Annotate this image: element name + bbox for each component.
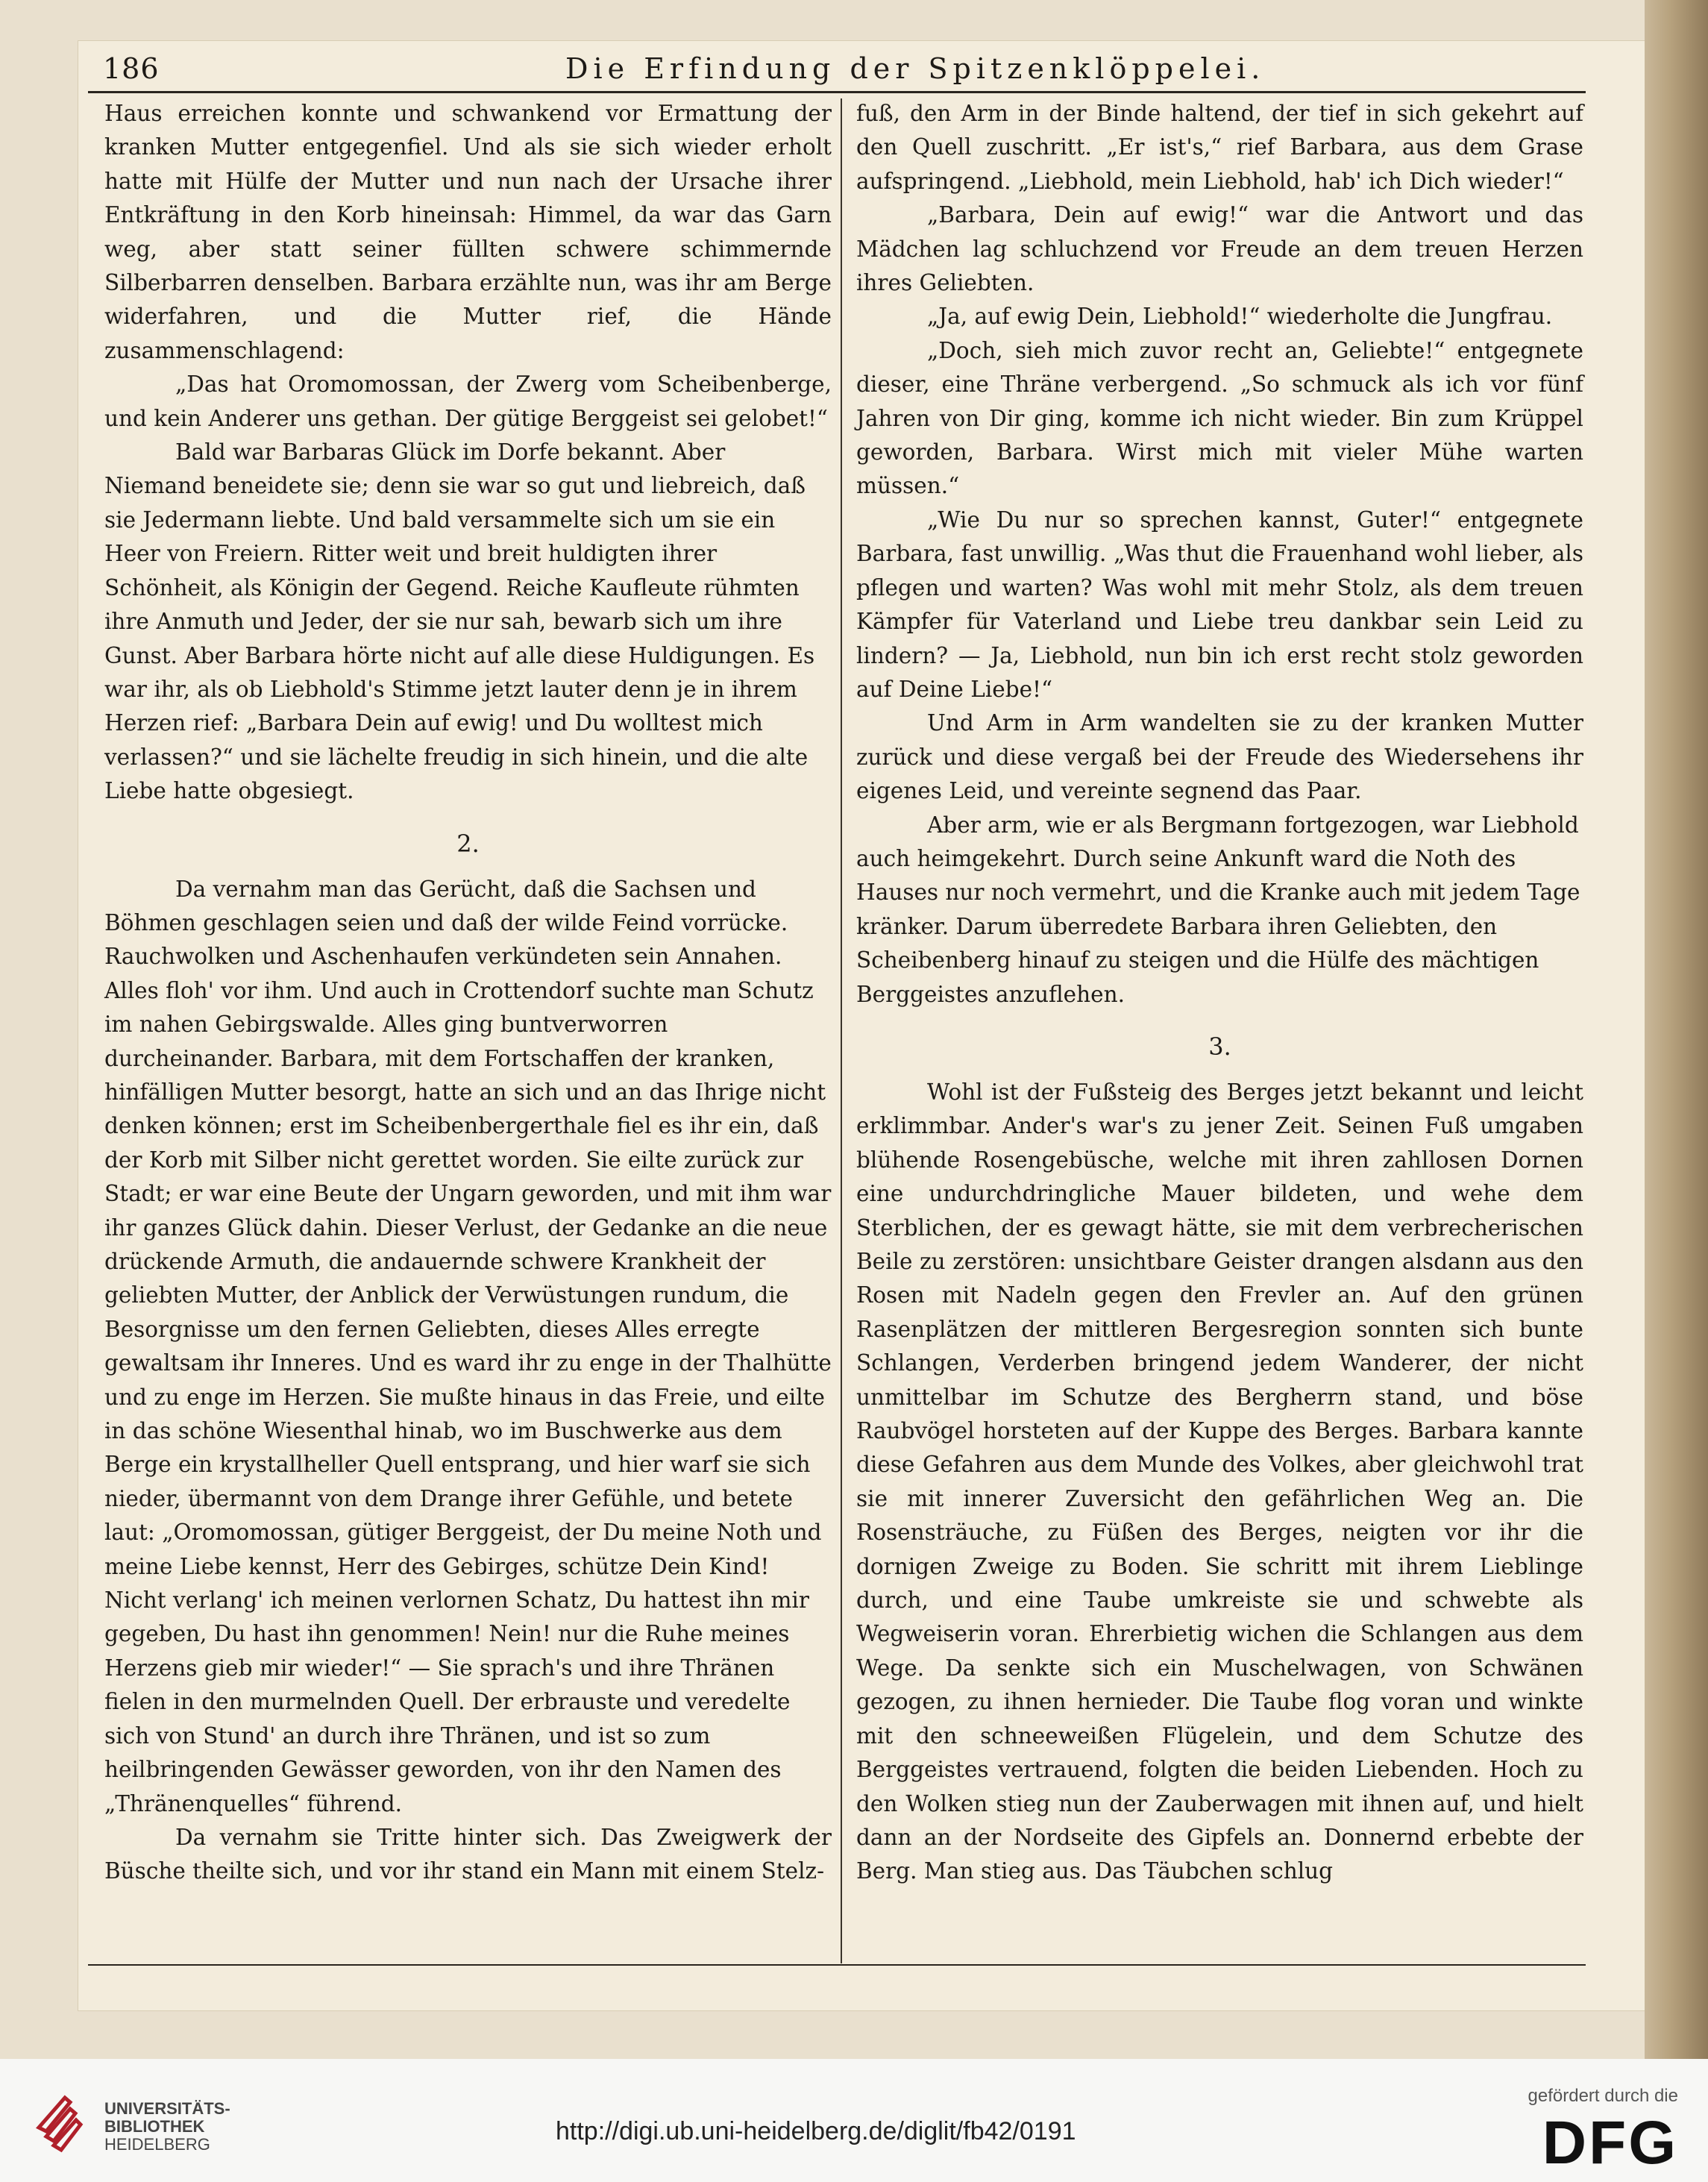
paragraph: „Barbara, Dein auf ewig!“ war die Antwort und das Mädchen lag schluchzend vor Freude an dem treuen Herzen ihres Geliebten. [856, 202, 1583, 296]
paragraph: Aber arm, wie er als Bergmann fortgezogen, war Liebhold auch heimgekehrt. Durch seine Ankunft ward die Noth des Hauses nur noch vermehrt, und die Kranke auch mit jedem Tage kränker. Darum überredete Barbara ihren Geliebten, den Scheibenberg hinauf zu steigen und die Hülfe des mächtigen Berggeistes anzuflehen. [856, 812, 1580, 1007]
page-number: 186 [103, 52, 160, 85]
page-header [103, 52, 1595, 90]
column-divider [841, 98, 842, 1963]
paragraph: fuß, den Arm in der Binde haltend, der tief in sich gekehrt auf den Quell zuschritt. „Er ist's,“ rief Barbara, aus dem Grase aufspringend. „Liebhold, mein Liebhold, hab' ich Dich wieder!“ [856, 101, 1583, 194]
left-column [104, 97, 832, 1889]
library-name-line: UNIVERSITÄTS- [104, 2099, 230, 2118]
paragraph: Haus erreichen konnte und schwankend vor Ermattung der kranken Mutter entgegenfiel. Und als sie sich wieder erholt hatte mit Hülfe der Mutter und nun nach der Ursache ihrer Entkräftung in den Korb hineinsah: Himmel, da war das Garn weg, aber statt seiner füllten schwere schimmernde Silberbarren denselben. Barbara erzählte nun, was ihr am Berge widerfahren, und die Mutter rief, die Hände zusammenschlagend: [104, 101, 832, 363]
section-heading-2: 2. [456, 829, 480, 858]
university-library-logo-icon[interactable] [24, 2083, 98, 2157]
funding-label: gefördert durch die [1528, 2086, 1678, 2106]
paragraph: „Ja, auf ewig Dein, Liebhold!“ wiederholte die Jungfrau. [927, 304, 1553, 330]
right-column [856, 97, 1583, 1889]
paragraph: „Doch, sieh mich zuvor recht an, Geliebte!“ entgegnete dieser, eine Thräne verbergend. „So schmuck als ich vor fünf Jahren von Dir ging, komme ich nicht wieder. Bin zum Krüppel geworden, Barbara. Wirst mich mit vieler Mühe warten müssen.“ [856, 337, 1583, 499]
paragraph: Wohl ist der Fußsteig des Berges jetzt bekannt und leicht erklimmbar. Ander's war's zu jener Zeit. Seinen Fuß umgaben blühende Rosengebüsche, welche mit ihren zahllosen Dornen eine undurchdringliche Mauer bildeten, und wehe dem Sterblichen, der es gewagt hätte, sie mit dem verbrecherischen Beile zu zerstören: unsichtbare Geister drangen alsdann aus den Rosen mit Nadeln gegen den Frevler an. Auf den grünen Rasenplätzen der mittleren Bergesregion sonnten sich bunte Schlangen, Verderben bringend jedem Wanderer, der nicht unmittelbar im Schutze des Bergherrn stand, und böse Raubvögel horsteten auf der Kuppe des Berges. Barbara kannte diese Gefahren aus dem Munde des Volkes, aber gleichwohl trat sie mit innerer Zuversicht den gefährlichen Weg an. Die Rosensträuche, zu Füßen des Berges, neigten vor ihr die dornigen Zweige zu Boden. Sie schritt mit ihrem Lieblinge durch, und eine Taube umkreiste sie und schwebte als Wegweiserin voran. Ehrerbietig wichen die Schlangen aus dem Wege. Da senkte sich ein Muschelwagen, von Schwänen gezogen, zu ihnen hernieder. Die Taube flog voran und winkte mit den schneeweißen Flügelein, und dem Schutze des Berggeistes vertrauend, folgten die beiden Liebenden. Hoch zu den Wolken stieg nun der Zauberwagen mit ihnen auf, und hielt dann an der Nordseite des Gipfels an. Donnernd erbebte der Berg. Man stieg aus. Das Täubchen schlug [856, 1079, 1583, 1884]
permalink-url[interactable]: http://digi.ub.uni-heidelberg.de/diglit/fb42/0191 [556, 2117, 1076, 2145]
library-name [104, 2100, 230, 2154]
section-heading-3: 3. [1208, 1032, 1231, 1061]
paragraph: Da vernahm man das Gerücht, daß die Sachsen und Böhmen geschlagen seien und daß der wilde Feind vorrücke. Rauchwolken und Aschenhaufen verkündeten sein Annahen. Alles floh' vor ihm. Und auch in Crottendorf suchte man Schutz im nahen Gebirgswalde. Alles ging buntverworren durcheinander. Barbara, mit dem Fortschaffen der kranken, hinfälligen Mutter besorgt, hatte an sich und an das Ihrige nicht denken können; erst im Scheibenbergerthale fiel es ihr ein, daß der Korb mit Silber nicht gerettet worden. Sie eilte zurück zur Stadt; er war eine Beute der Ungarn geworden, und mit ihm war ihr ganzes Glück dahin. Dieser Verlust, der Gedanke an die neue drückende Armuth, die andauernde schwere Krankheit der geliebten Mutter, der Anblick der Verwüstungen rundum, die Besorgnisse um den fernen Geliebten, dieses Alles erregte gewaltsam ihr Inneres. Und es ward ihr zu enge in der Thalhütte und zu enge im Herzen. Sie mußte hinaus in das Freie, und eilte in das schöne Wiesenthal hinab, wo im Buschwerke aus dem Berge ein krystallheller Quell entsprang, und hier warf sie sich nieder, übermannt von dem Drange ihrer Gefühle, und betete laut: „Oromomossan, gütiger Berggeist, der Du meine Noth und meine Liebe kennst, Herr des Gebirges, schütze Dein Kind! Nicht verlang' ich meinen verlornen Schatz, Du hattest ihn mir gegeben, Du hast ihn genommen! Nein! nur die Ruhe meines Herzens gieb mir wieder!“ — Sie sprach's und ihre Thränen fielen in den murmelnden Quell. Der erbrauste und veredelte sich von Stund' an durch ihre Thränen, und ist so zum heilbringenden Gewässer geworden, von ihr den Namen des „Thränenquelles“ führend. [104, 876, 832, 1816]
paragraph: „Wie Du nur so sprechen kannst, Guter!“ entgegnete Barbara, fast unwillig. „Was thut die Frauenhand wohl lieber, als pflegen und warten? Was wohl mit mehr Stolz, als dem treuen Kämpfer für Vaterland und Liebe treu dankbar sein Leid zu lindern? — Ja, Liebhold, nun bin ich erst recht stolz geworden auf Deine Liebe!“ [856, 507, 1583, 702]
running-title: Die Erfindung der Spitzenklöppelei. [565, 52, 1266, 85]
dfg-logo[interactable]: DFG [1542, 2109, 1678, 2177]
library-name-line: HEIDELBERG [104, 2135, 210, 2154]
paragraph: Bald war Barbaras Glück im Dorfe bekannt. Aber Niemand beneidete sie; denn sie war so gut und liebreich, daß sie Jedermann liebte. Und bald versammelte sich um sie ein Heer von Freiern. Ritter weit und breit huldigten ihrer Schönheit, als Königin der Gegend. Reiche Kaufleute rühmten ihre Anmuth und Jeder, der sie nur sah, bewarb sich um ihre Gunst. Aber Barbara hörte nicht auf alle diese Huldigungen. Es war ihr, als ob Liebhold's Stimme jetzt lauter denn je in ihrem Herzen rief: „Barbara Dein auf ewig! und Du wolltest mich verlassen?“ und sie lächelte freudig in sich hinein, und die alte Liebe hatte obgesiegt. [104, 439, 815, 804]
paragraph: „Das hat Oromomossan, der Zwerg vom Scheibenberge, und kein Anderer uns gethan. Der gütige Berggeist sei gelobet!“ [104, 371, 832, 431]
bottom-rule [88, 1964, 1586, 1966]
library-name-line: BIBLIOTHEK [104, 2117, 205, 2136]
paragraph: Und Arm in Arm wandelten sie zu der kranken Mutter zurück und diese vergaß bei der Freude des Wiedersehens ihr eigenes Leid, und vereinte segnend das Paar. [856, 710, 1583, 804]
viewer-footer [0, 2059, 1708, 2182]
header-rule [88, 91, 1586, 93]
page-edge [1645, 0, 1708, 2059]
paragraph: Da vernahm sie Tritte hinter sich. Das Zweigwerk der Büsche theilte sich, und vor ihr stand ein Mann mit einem Stelz- [104, 1824, 832, 1884]
